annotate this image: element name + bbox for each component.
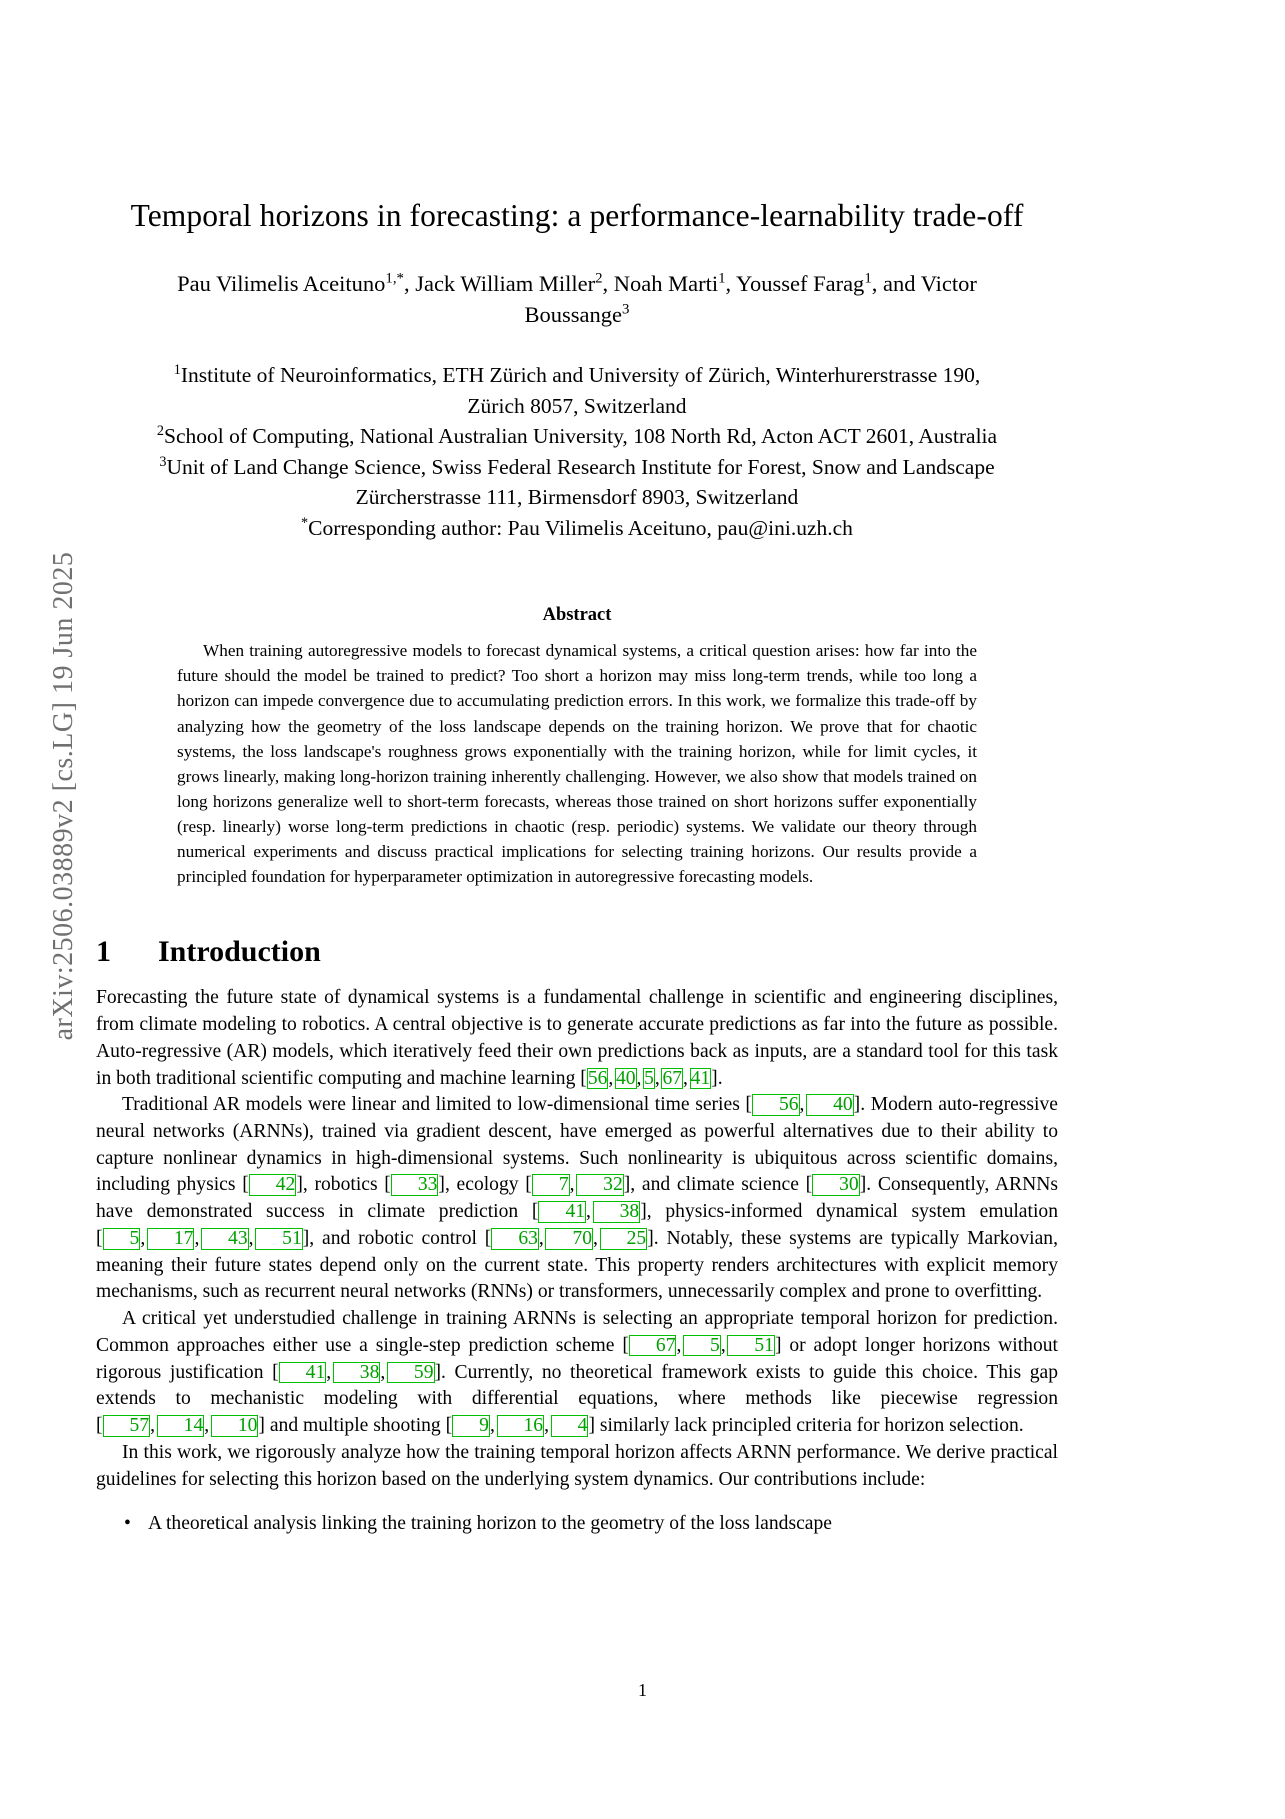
paragraph-3-text-d: and multiple shooting	[264, 1415, 446, 1437]
paragraph-4: In this work, we rigorously analyze how the training temporal horizon affects ARNN performance. We derive practical guidelines for selecting this horizon based on the underlying system dynamics. Our contributions include:	[96, 1441, 1058, 1490]
affiliation-1-cont: Zürich 8057, Switzerland	[467, 393, 687, 418]
paragraph-3-text-a: A critical yet understudied challenge in training ARNNs is selecting an appropriate temporal horizon for prediction. Common approaches either use a single-step prediction scheme	[96, 1308, 1058, 1356]
paragraph-2-text-h: , and robotic control	[309, 1227, 485, 1249]
paragraph-2	[96, 1092, 1058, 1306]
citation-group-12[interactable]: [ 57, 14, 10]	[96, 1415, 265, 1437]
author-affil-marker-3: 1	[718, 270, 726, 287]
citation-group-2[interactable]: [ 56, 40]	[745, 1094, 861, 1116]
section-heading-introduction	[96, 935, 1058, 969]
citation-group-1[interactable]: [56, 40, 5, 67, 41]	[580, 1067, 718, 1089]
paragraph-2-text-f: . Consequently, ARNNs have demonstrated success in climate prediction	[96, 1174, 1058, 1223]
citation-link[interactable]: 63	[491, 1228, 539, 1250]
citation-link[interactable]: 14	[157, 1415, 205, 1437]
citation-link[interactable]: 4	[551, 1415, 589, 1437]
paragraph-2-text-a: Traditional AR models were linear and limited to low-dimensional time series	[122, 1094, 746, 1116]
citation-link[interactable]: 59	[387, 1362, 435, 1384]
citation-link[interactable]: 16	[497, 1415, 545, 1437]
citation-link[interactable]: 38	[593, 1201, 641, 1223]
citation-link[interactable]: 51	[255, 1228, 303, 1250]
paragraph-1-text-b: .	[717, 1067, 723, 1089]
abstract-heading: Abstract	[542, 605, 612, 626]
corresponding-author	[96, 513, 1058, 544]
citation-link[interactable]: 51	[727, 1335, 775, 1357]
paragraph-2-text-e: , and climate science	[630, 1174, 806, 1196]
author-separator-4: , and Victor	[871, 271, 977, 297]
citation-link[interactable]: 67	[662, 1067, 683, 1089]
citation-link[interactable]: 9	[452, 1415, 490, 1437]
affiliation-3-text: Unit of Land Change Science, Swiss Federal Research Institute for Forest, Snow and Landscape	[166, 454, 995, 479]
paragraph-2-text-d: , ecology	[444, 1174, 526, 1196]
paragraph-2-text-g: , physics-informed dynamical system emulation	[646, 1201, 1058, 1223]
citation-group-6[interactable]: [ 30]	[805, 1174, 867, 1196]
author-affil-marker-1: 1,*	[385, 270, 404, 287]
citation-link[interactable]: 5	[644, 1067, 654, 1089]
citation-link[interactable]: 38	[333, 1362, 381, 1384]
affiliation-1	[96, 360, 1058, 391]
author-separator-1: , Jack William Miller	[403, 271, 596, 297]
author-affil-marker-4: 1	[864, 270, 872, 287]
affiliation-marker-3: 3	[159, 453, 167, 470]
paragraph-3-text-c: . Currently, no theoretical framework exists to guide this choice. This gap extends to mechanistic modeling with differential equations, where methods like piecewise regression	[96, 1361, 1058, 1410]
author-list	[96, 269, 1058, 330]
corresponding-marker: *	[301, 514, 309, 531]
citation-link[interactable]: 56	[752, 1094, 800, 1116]
citation-link[interactable]: 7	[532, 1174, 570, 1196]
affiliation-3	[96, 452, 1058, 483]
affiliation-marker-2: 2	[156, 423, 164, 439]
paragraph-2-text-c: , robotics	[302, 1174, 385, 1196]
list-item: • A theoretical analysis linking the training horizon to the geometry of the loss landscape	[148, 1511, 1058, 1538]
paragraph-3	[96, 1306, 1058, 1440]
paragraph-2-text-b: . Modern auto-regressive neural networks (ARNNs), trained via gradient descent, have emerged as powerful alternatives due to their ability to capture nonlinear dynamics in high-dimensional systems. Such nonlinearity is ubiquitous across scientific domains, including physics	[96, 1094, 1058, 1196]
author-name-5: Boussange	[524, 301, 623, 327]
author-affil-marker-2: 2	[595, 270, 603, 287]
citation-link[interactable]: 30	[812, 1174, 860, 1196]
affiliation-2-text: School of Computing, National Australian University, 108 North Rd, Acton ACT 2601, Australia	[164, 424, 998, 449]
citation-link[interactable]: 25	[600, 1228, 648, 1250]
author-separator-3: , Youssef Farag	[725, 271, 865, 297]
paragraph-2-text-i: . Notably, these systems are typically Markovian, meaning their future states depend only on the current state. This property renders architectures with explicit memory mechanisms, such as recurrent neural networks (RNNs) or transformers, unnecessarily complex and prone to overfitting.	[96, 1227, 1058, 1303]
arxiv-stamp: arXiv:2506.03889v2 [cs.LG] 19 Jun 2025	[48, 551, 79, 1041]
citation-group-10[interactable]: [ 67, 5, 51]	[622, 1334, 782, 1356]
affiliation-3-cont: Zürcherstrasse 111, Birmensdorf 8903, Switzerland	[355, 485, 799, 510]
citation-group-5[interactable]: [ 7, 32]	[525, 1174, 631, 1196]
citation-link[interactable]: 32	[576, 1174, 624, 1196]
author-name-1: Pau Vilimelis Aceituno	[177, 271, 386, 297]
page-title: Temporal horizons in forecasting: a performance-learnability trade-off	[130, 198, 1024, 233]
citation-group-4[interactable]: [ 33]	[384, 1174, 445, 1196]
contributions-list	[96, 1511, 1058, 1538]
citation-link[interactable]: 5	[683, 1335, 721, 1357]
citation-group-13[interactable]: [ 9, 16, 4]	[445, 1415, 595, 1437]
introduction-body	[96, 985, 1058, 1538]
citation-link[interactable]: 40	[615, 1067, 636, 1089]
citation-group-11[interactable]: [ 41, 38, 59]	[272, 1361, 442, 1383]
citation-link[interactable]: 56	[587, 1067, 608, 1089]
paper-content	[96, 0, 1058, 1538]
affiliation-list	[96, 360, 1058, 543]
citation-link[interactable]: 41	[538, 1201, 586, 1223]
citation-link[interactable]: 70	[545, 1228, 593, 1250]
citation-link[interactable]: 41	[279, 1362, 327, 1384]
abstract-text: When training autoregressive models to forecast dynamical systems, a critical question arises: how far into the future should the model be trained to predict? Too short a horizon may miss long-term trends, while too long a horizon can impede convergence due to accumulating prediction errors. In this work, we formalize this trade-off by analyzing how the geometry of the loss landscape depends on the training horizon. We prove that for chaotic systems, the loss landscape's roughness grows exponentially with the training horizon, while for limit cycles, it grows linearly, making long-horizon training inherently challenging. However, we also show that models trained on long horizons generalize well to short-term forecasts, whereas those trained on short horizons suffer exponentially (resp. linearly) worse long-term predictions in chaotic (resp. periodic) systems. We validate our theory through numerical experiments and discuss practical implications for selecting training horizons. Our results provide a principled foundation for hyperparameter optimization in autoregressive forecasting models.	[177, 641, 977, 887]
citation-group-3[interactable]: [ 42]	[242, 1174, 303, 1196]
citation-link[interactable]: 5	[103, 1228, 141, 1250]
paragraph-3-text-b: or adopt longer horizons without rigorous justification	[96, 1334, 1058, 1383]
section-number: 1	[96, 935, 111, 969]
affiliation-marker-1: 1	[173, 361, 181, 378]
affiliation-1-text: Institute of Neuroinformatics, ETH Zürich and University of Zürich, Winterhurerstrasse 190,	[180, 363, 981, 388]
citation-link[interactable]: 57	[103, 1415, 151, 1437]
citation-link[interactable]: 67	[629, 1335, 677, 1357]
citation-link[interactable]: 17	[147, 1228, 195, 1250]
citation-link[interactable]: 42	[249, 1174, 297, 1196]
corresponding-author-text: Corresponding author: Pau Vilimelis Aceituno, pau@ini.uzh.ch	[308, 515, 853, 540]
paragraph-3-text-e: similarly lack principled criteria for horizon selection.	[594, 1415, 1024, 1437]
citation-link[interactable]: 43	[201, 1228, 249, 1250]
paragraph-1	[96, 985, 1058, 1092]
abstract-block	[177, 605, 977, 889]
citation-link[interactable]: 41	[690, 1067, 711, 1089]
paragraph-1-text-a: Forecasting the future state of dynamical systems is a fundamental challenge in scientific and engineering disciplines, from climate modeling to robotics. A central objective is to generate accurate predictions as far into the future as possible. Auto-regressive (AR) models, which iteratively feed their own predictions back as inputs, are a standard tool for this task in both traditional scientific computing and machine learning	[96, 987, 1058, 1089]
author-separator-2: , Noah Marti	[602, 271, 719, 297]
affiliation-2	[96, 421, 1058, 452]
citation-link[interactable]: 10	[211, 1415, 259, 1437]
citation-group-8[interactable]: [ 5, 17, 43, 51]	[96, 1227, 310, 1249]
citation-group-7[interactable]: [ 41, 38]	[531, 1201, 647, 1223]
author-affil-marker-5: 3	[622, 301, 630, 318]
page-number: 1	[638, 1680, 647, 1700]
citation-link[interactable]: 33	[391, 1174, 439, 1196]
citation-link[interactable]: 40	[806, 1094, 854, 1116]
citation-group-9[interactable]: [ 63, 70, 25]	[484, 1227, 654, 1249]
section-title: Introduction	[158, 935, 321, 969]
